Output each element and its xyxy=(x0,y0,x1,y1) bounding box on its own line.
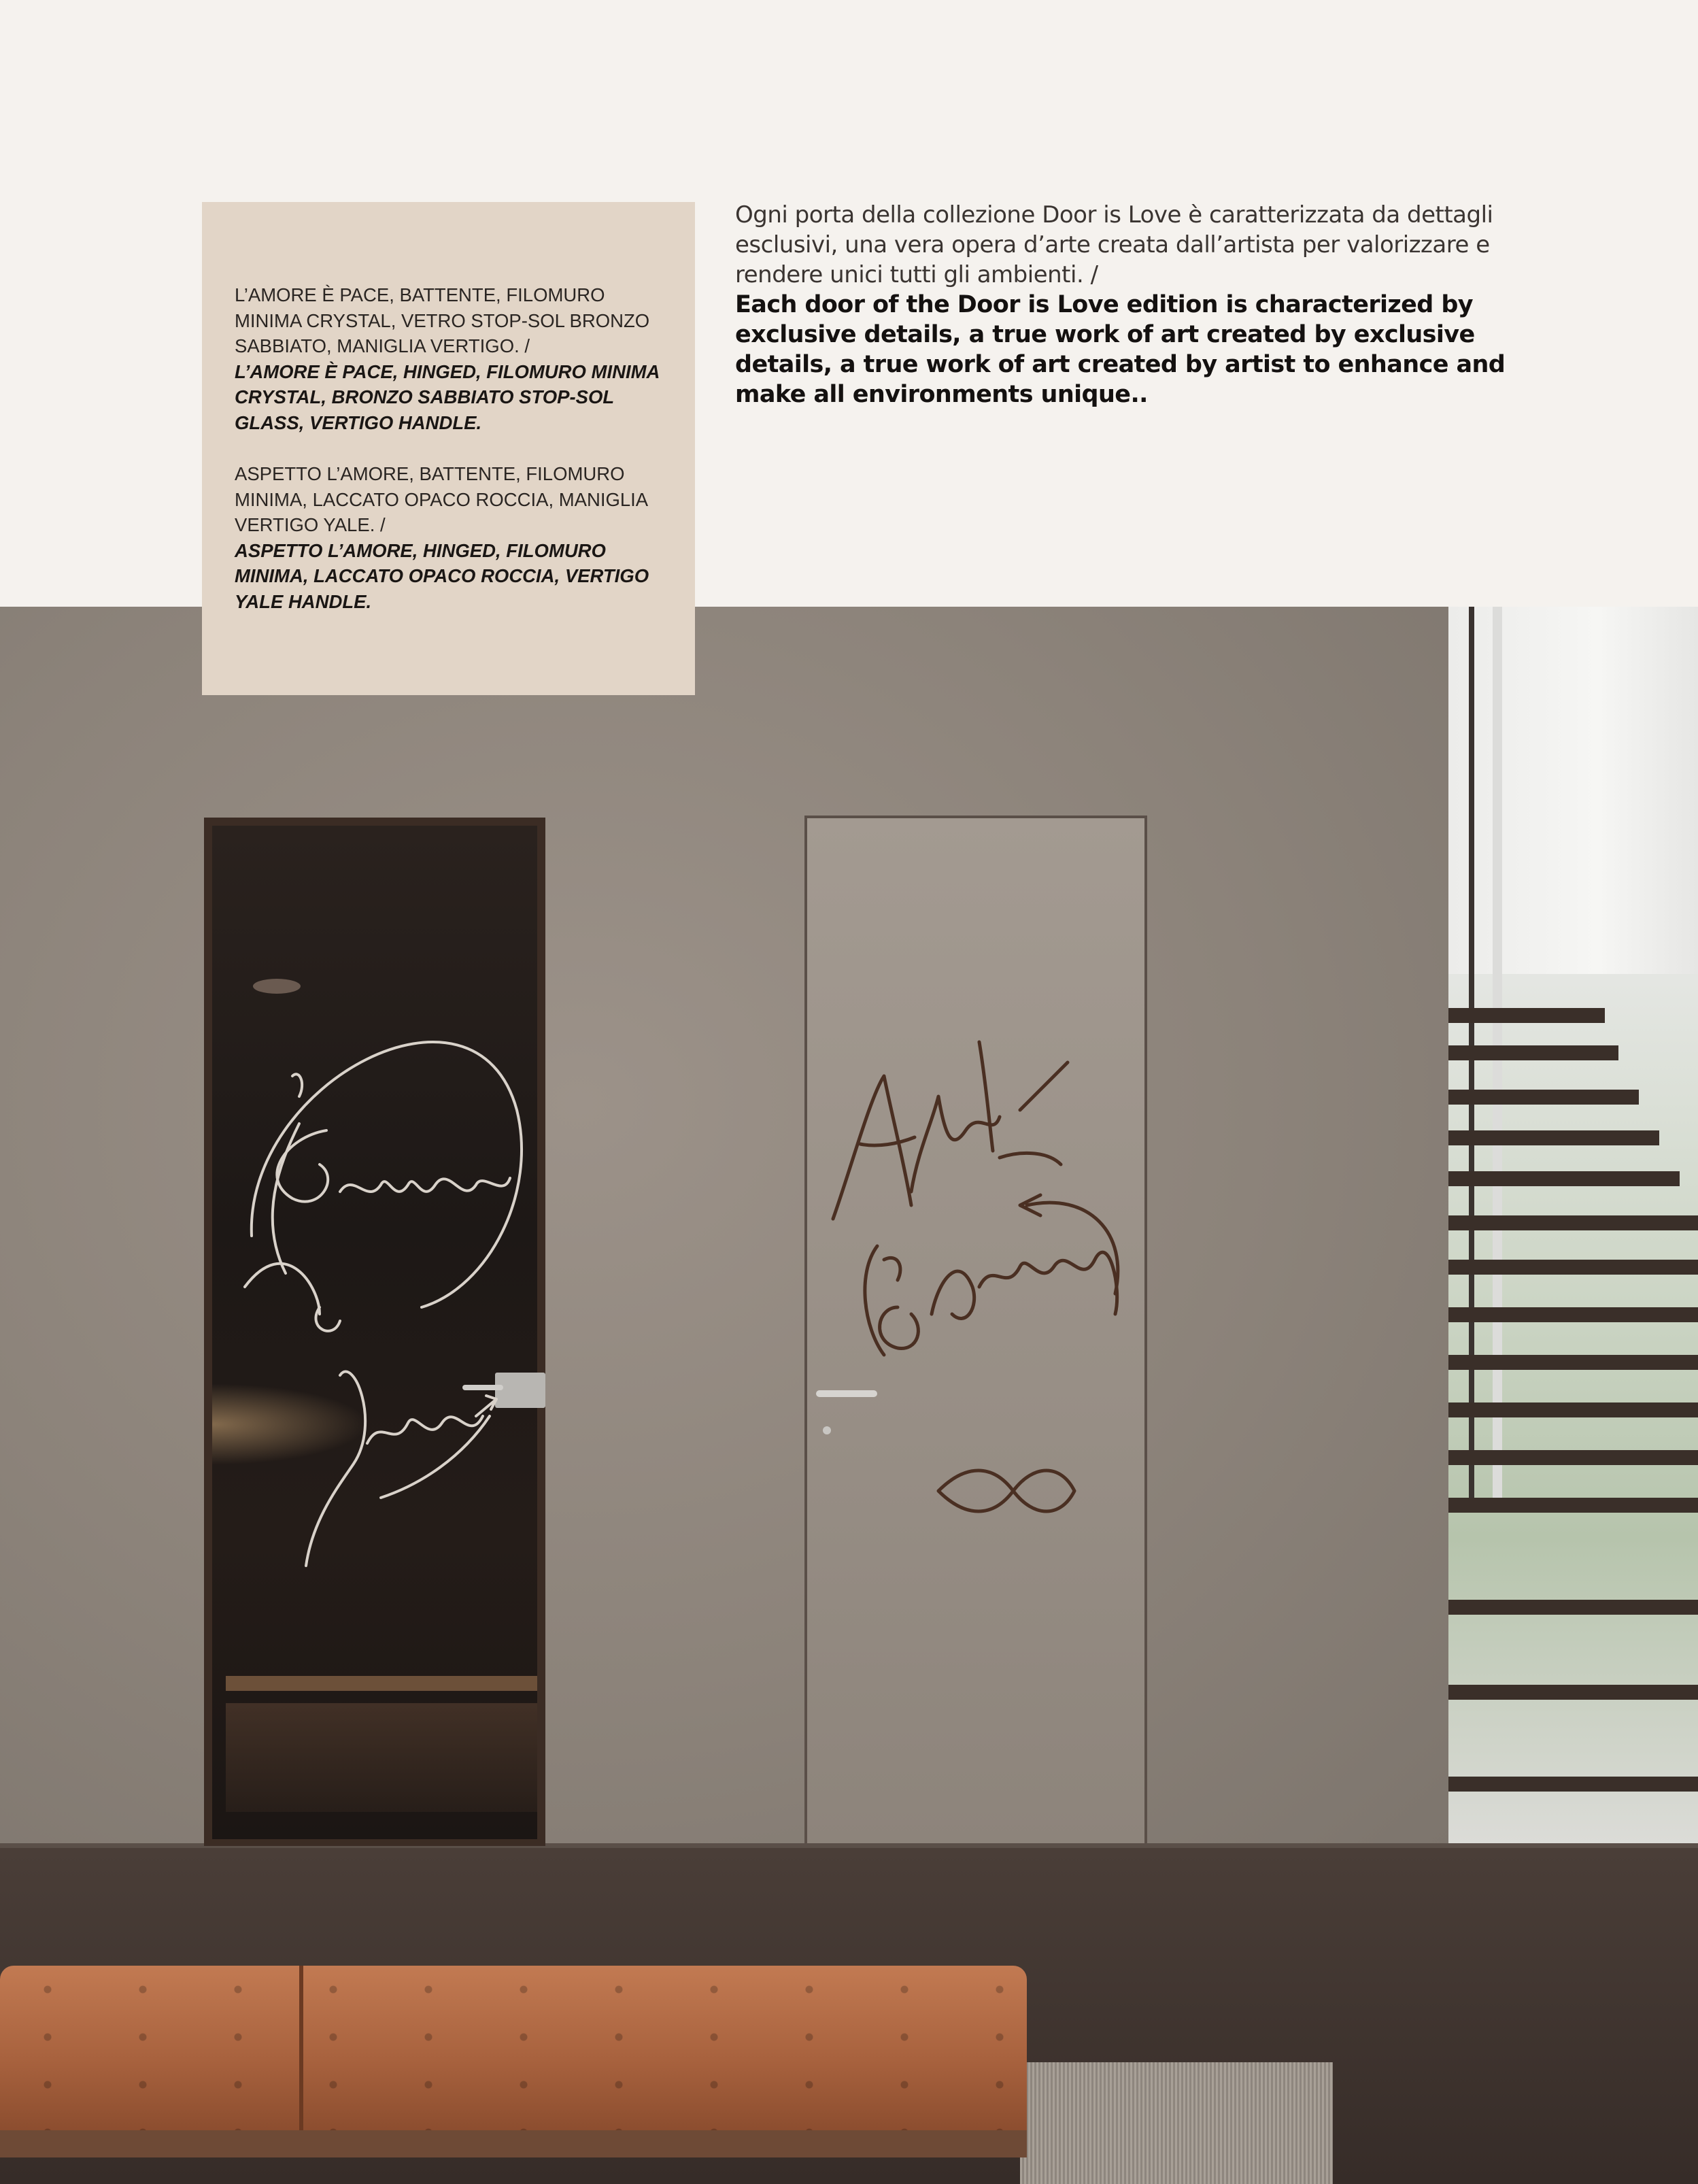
stair-step xyxy=(1448,1498,1698,1513)
glass-door xyxy=(212,826,537,1839)
bench-base xyxy=(0,2130,1027,2157)
reflected-table xyxy=(226,1703,537,1812)
stair-step xyxy=(1448,1008,1605,1023)
stair-step xyxy=(1448,1450,1698,1465)
bench-seam xyxy=(299,1966,303,2136)
stair-step xyxy=(1448,1307,1698,1322)
stair-step xyxy=(1448,1215,1698,1230)
stair-step xyxy=(1448,1171,1680,1186)
lacquered-door xyxy=(804,816,1147,1846)
caption-english: ASPETTO L’AMORE, HINGED, FILOMURO MINIMA, LACCATO OPACO ROCCIA, VERTIGO YALE HANDLE. xyxy=(235,539,649,612)
caption-italian: L’AMORE È PACE, BATTENTE, FILOMURO MINIMA CRYSTAL, VETRO STOP-SOL BRONZO SABBIATO, MANIGLIA VERTIGO. / xyxy=(235,284,650,356)
stair-step xyxy=(1448,1045,1618,1060)
yale-lock xyxy=(823,1426,831,1434)
stair-step xyxy=(1448,1685,1698,1700)
caption-italian: ASPETTO L’AMORE, BATTENTE, FILOMURO MINIMA, LACCATO OPACO ROCCIA, MANIGLIA VERTIGO YALE. / xyxy=(235,463,647,535)
vertigo-handle xyxy=(462,1385,503,1390)
staircase-ceiling xyxy=(1448,607,1698,974)
caption-english: L’AMORE È PACE, HINGED, FILOMURO MINIMA CRYSTAL, BRONZO SABBIATO STOP-SOL GLASS, VERTIGO HANDLE. xyxy=(235,360,660,433)
stair-step xyxy=(1448,1130,1659,1145)
vertigo-handle-plate xyxy=(495,1373,545,1408)
stair-step xyxy=(1448,1777,1698,1792)
stair-step xyxy=(1448,1355,1698,1370)
product-caption xyxy=(202,202,695,695)
intro-english: Each door of the Door is Love edition is characterized by exclusive details, a true work of art created by exclusive details, a true work of art created by artist to enhance and make all environments unique.. xyxy=(735,291,1506,408)
stair-step xyxy=(1448,1260,1698,1275)
rug xyxy=(1020,2062,1333,2184)
caption-block-lacquered-door xyxy=(235,461,664,614)
stair-step xyxy=(1448,1090,1639,1105)
stair-step xyxy=(1448,1600,1698,1615)
leather-bench xyxy=(0,1966,1027,2136)
reflected-lamp xyxy=(253,979,301,994)
intro-italian: Ogni porta della collezione Door is Love è caratterizzata da dettagli esclusivi, una vera opera d’arte creata dall’artista per valorizzare e rendere unici tutti gli ambienti. / xyxy=(735,201,1493,288)
stair-step xyxy=(1448,1402,1698,1417)
vertigo-yale-handle xyxy=(816,1390,877,1397)
intro-text xyxy=(735,200,1517,409)
reflected-light xyxy=(212,1383,369,1465)
reflected-shelf xyxy=(226,1676,537,1691)
caption-block-glass-door xyxy=(235,282,664,435)
interior-photo xyxy=(0,607,1698,2184)
